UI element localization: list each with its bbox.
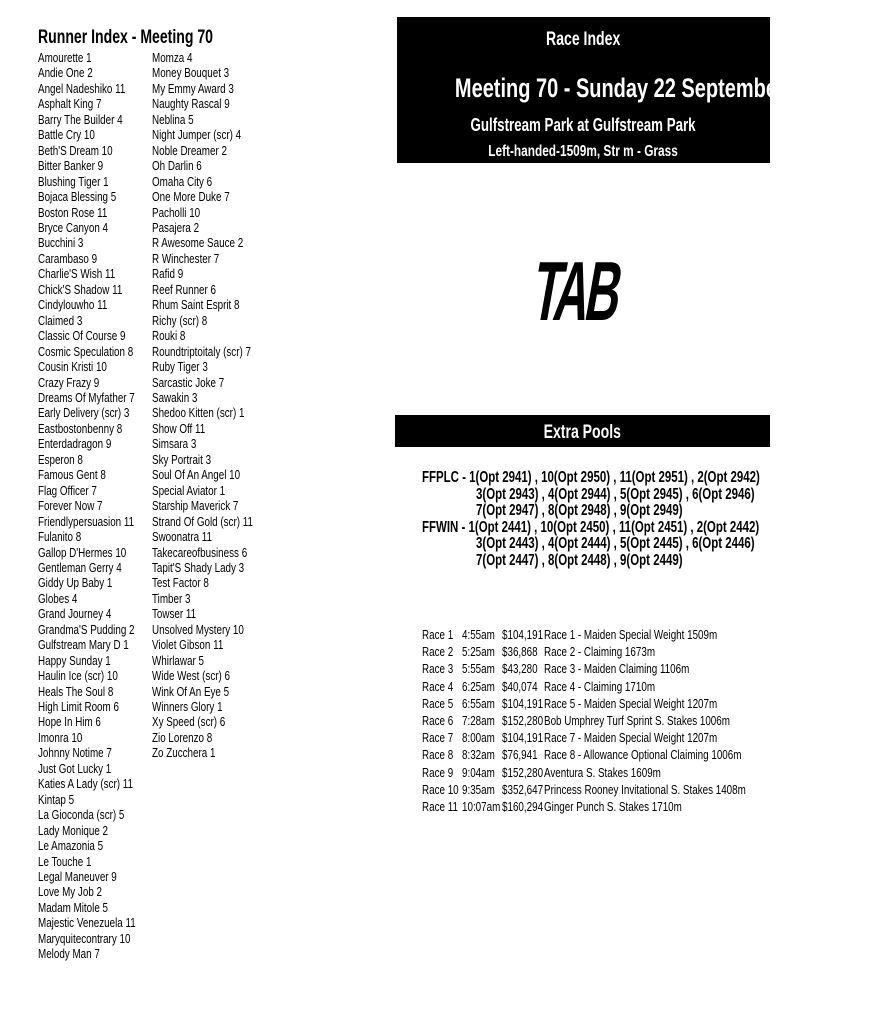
runner-entry: Grand Journey 4 bbox=[38, 606, 112, 622]
runner-entry: Angel Nadeshiko 11 bbox=[38, 80, 126, 96]
runner-entry: Dreams Of Myfather 7 bbox=[38, 389, 135, 405]
runner-entry: Richy (scr) 8 bbox=[152, 312, 208, 328]
runner-entry: Strand Of Gold (scr) 11 bbox=[152, 513, 253, 529]
race-time: 6:25am bbox=[462, 678, 495, 694]
race-purse: $104,191 bbox=[502, 627, 544, 642]
race-purse: $160,294 bbox=[502, 798, 544, 814]
tab-logo-graphic bbox=[526, 243, 692, 338]
runner-entry: Blushing Tiger 1 bbox=[38, 173, 109, 189]
runner-entry: Simsara 3 bbox=[152, 436, 197, 452]
runner-entry: Battle Cry 10 bbox=[38, 127, 95, 143]
race-purse: $76,941 bbox=[502, 747, 538, 763]
runner-entry: Gentleman Gerry 4 bbox=[38, 559, 122, 575]
runner-entry: R Winchester 7 bbox=[152, 250, 220, 266]
runner-entry: Flag Officer 7 bbox=[38, 482, 97, 498]
race-purse: $40,074 bbox=[502, 678, 538, 694]
runner-entry: Eastbostonbenny 8 bbox=[38, 420, 123, 436]
runner-entry: Zio Lorenzo 8 bbox=[152, 729, 213, 745]
race-name: Princess Rooney Invitational S. Stakes 1408m bbox=[544, 781, 746, 797]
runner-entry: Beth'S Dream 10 bbox=[38, 142, 113, 158]
runner-entry: Night Jumper (scr) 4 bbox=[152, 127, 242, 143]
runner-entry: Rhum Saint Esprit 8 bbox=[152, 297, 240, 313]
runner-entry: Unsolved Mystery 10 bbox=[152, 621, 244, 637]
runner-entry: Gulfstream Mary D 1 bbox=[38, 637, 129, 653]
runner-entry: High Limit Room 6 bbox=[38, 699, 119, 715]
runner-entry: Roundtriptoitaly (scr) 7 bbox=[152, 343, 251, 359]
race-purse: $104,191 bbox=[502, 730, 544, 746]
race-number: Race 9 bbox=[422, 764, 454, 780]
race-number: Race 2 bbox=[422, 644, 454, 660]
runner-entry: My Emmy Award 3 bbox=[152, 80, 234, 96]
runner-entry: Rouki 8 bbox=[152, 328, 186, 344]
pool-line: 3(Opt 2443) , 4(Opt 2444) , 5(Opt 2445) , 6(Opt 2446) bbox=[476, 535, 755, 552]
runner-entry: Ruby Tiger 3 bbox=[152, 359, 208, 375]
venue-name: Gulfstream Park at Gulfstream Park bbox=[470, 115, 697, 135]
runner-entry: Happy Sunday 1 bbox=[38, 652, 111, 668]
runner-entry: Money Bouquet 3 bbox=[152, 65, 230, 81]
runner-entry: Lady Monique 2 bbox=[38, 822, 109, 838]
runner-entry: Andie One 2 bbox=[38, 65, 93, 81]
runner-entry: Starship Maverick 7 bbox=[152, 498, 239, 514]
runner-entry: Melody Man 7 bbox=[38, 946, 100, 962]
runner-entry: Noble Dreamer 2 bbox=[152, 142, 227, 158]
runner-entry: Majestic Venezuela 11 bbox=[38, 915, 136, 931]
race-purse: $152,280 bbox=[502, 764, 544, 780]
runner-entry: Forever Now 7 bbox=[38, 498, 103, 514]
runner-entry: Xy Speed (scr) 6 bbox=[152, 714, 226, 730]
runner-entry: Love My Job 2 bbox=[38, 884, 102, 900]
runner-entry: Enterdadragon 9 bbox=[38, 436, 112, 452]
runner-entry: Bitter Banker 9 bbox=[38, 158, 104, 174]
race-time: 8:00am bbox=[462, 730, 495, 746]
race-name: Aventura S. Stakes 1609m bbox=[544, 764, 661, 780]
runner-entry: Johnny Notime 7 bbox=[38, 745, 112, 761]
runner-entry: Kintap 5 bbox=[38, 791, 75, 807]
runner-list-column-2 bbox=[152, 50, 288, 761]
race-name: Race 5 - Maiden Special Weight 1207m bbox=[544, 695, 718, 711]
pool-line: FFWIN - 1(Opt 2441) , 10(Opt 2450) , 11(Opt 2451) , 2(Opt 2442) bbox=[422, 518, 760, 536]
race-purse: $152,280 bbox=[502, 712, 544, 728]
race-time: 9:35am bbox=[462, 781, 495, 797]
race-name: Race 2 - Claiming 1673m bbox=[544, 644, 656, 660]
runner-entry: Reef Runner 6 bbox=[152, 281, 216, 297]
runner-entry: Violet Gibson 11 bbox=[152, 637, 224, 653]
race-time: 5:55am bbox=[462, 661, 495, 677]
runner-entry: Cosmic Speculation 8 bbox=[38, 343, 134, 359]
runner-entry: Katies A Lady (scr) 11 bbox=[38, 776, 133, 792]
runner-entry: Oh Darlin 6 bbox=[152, 158, 202, 174]
runner-entry: Famous Gent 8 bbox=[38, 467, 106, 483]
runner-entry: Globes 4 bbox=[38, 590, 78, 606]
race-time: 4:55am bbox=[462, 627, 495, 642]
runner-entry: Amourette 1 bbox=[38, 50, 92, 65]
runner-entry: Just Got Lucky 1 bbox=[38, 760, 112, 776]
runner-entry: Pacholli 10 bbox=[152, 204, 201, 220]
runner-entry: Swoonatra 11 bbox=[152, 529, 212, 545]
runner-entry: Crazy Frazy 9 bbox=[38, 374, 100, 390]
runner-entry: Winners Glory 1 bbox=[152, 699, 223, 715]
runner-entry: Bryce Canyon 4 bbox=[38, 219, 109, 235]
runner-entry: La Gioconda (scr) 5 bbox=[38, 807, 125, 823]
runner-entry: Bucchini 3 bbox=[38, 235, 84, 251]
runner-entry: Carambaso 9 bbox=[38, 250, 98, 266]
runner-entry: Chick'S Shadow 11 bbox=[38, 281, 123, 297]
race-number: Race 5 bbox=[422, 695, 454, 711]
pool-entry bbox=[422, 520, 879, 570]
race-purse: $104,191 bbox=[502, 695, 544, 711]
track-description: Left-handed-1509m, Str m - Grass bbox=[488, 143, 679, 160]
runner-entry: Giddy Up Baby 1 bbox=[38, 575, 113, 591]
race-purse: $36,868 bbox=[502, 644, 538, 660]
race-name: Race 1 - Maiden Special Weight 1509m bbox=[544, 627, 718, 642]
runner-entry: Takecareofbusiness 6 bbox=[152, 544, 248, 560]
runner-entry: Neblina 5 bbox=[152, 111, 194, 127]
extra-pools-header: Extra Pools bbox=[395, 415, 770, 447]
runner-entry: Wide West (scr) 6 bbox=[152, 668, 231, 684]
runner-entry: Shedoo Kitten (scr) 1 bbox=[152, 405, 245, 421]
runner-entry: Hope In Him 6 bbox=[38, 714, 101, 730]
runner-entry: Imonra 10 bbox=[38, 729, 83, 745]
race-number: Race 8 bbox=[422, 747, 454, 763]
race-purse: $352,647 bbox=[502, 781, 544, 797]
runner-entry: Gallop D'Hermes 10 bbox=[38, 544, 127, 560]
runner-entry: Naughty Rascal 9 bbox=[152, 96, 230, 112]
race-name: Ginger Punch S. Stakes 1710m bbox=[544, 798, 682, 814]
pool-line: FFPLC - 1(Opt 2941) , 10(Opt 2950) , 11(Opt 2951) , 2(Opt 2942) bbox=[422, 469, 760, 486]
runner-entry: Haulin Ice (scr) 10 bbox=[38, 668, 118, 684]
meeting-title: Meeting 70 - Sunday 22 September bbox=[454, 73, 785, 103]
runner-entry: Bojaca Blessing 5 bbox=[38, 189, 117, 205]
runner-entry: Boston Rose 11 bbox=[38, 204, 108, 220]
race-index-heading: Race Index bbox=[546, 29, 621, 50]
runner-entry: Sawakin 3 bbox=[152, 389, 198, 405]
race-number: Race 6 bbox=[422, 712, 454, 728]
runner-entry: Legal Maneuver 9 bbox=[38, 869, 117, 885]
race-index-header-box bbox=[397, 17, 785, 163]
race-name: Race 4 - Claiming 1710m bbox=[544, 678, 656, 694]
runner-entry: Classic Of Course 9 bbox=[38, 328, 126, 344]
runner-entry: Fulanito 8 bbox=[38, 529, 82, 545]
runner-entry: Madam Mitole 5 bbox=[38, 899, 108, 915]
runner-entry: Charlie'S Wish 11 bbox=[38, 266, 116, 282]
runner-entry: Le Amazonia 5 bbox=[38, 838, 104, 854]
pool-line: 3(Opt 2943) , 4(Opt 2944) , 5(Opt 2945) , 6(Opt 2946) bbox=[476, 485, 755, 503]
runner-entry: Grandma'S Pudding 2 bbox=[38, 621, 135, 637]
race-number: Race 4 bbox=[422, 678, 454, 694]
runner-entry: Show Off 11 bbox=[152, 420, 206, 436]
runner-entry: Momza 4 bbox=[152, 50, 193, 65]
runner-entry: Esperon 8 bbox=[38, 451, 83, 467]
runner-entry: Asphalt King 7 bbox=[38, 96, 102, 112]
runner-entry: Rafid 9 bbox=[152, 266, 184, 282]
race-time: 8:32am bbox=[462, 747, 495, 763]
runner-list-column-1 bbox=[38, 50, 170, 962]
runner-entry: Barry The Builder 4 bbox=[38, 111, 123, 127]
runner-entry: R Awesome Sauce 2 bbox=[152, 235, 244, 251]
runner-entry: Sky Portrait 3 bbox=[152, 451, 212, 467]
runner-entry: Whirlawar 5 bbox=[152, 652, 204, 668]
runner-entry: Early Delivery (scr) 3 bbox=[38, 405, 130, 421]
race-name: Race 8 - Allowance Optional Claiming 1006m bbox=[544, 747, 742, 763]
race-number: Race 7 bbox=[422, 730, 454, 746]
runner-entry: Maryquitecontrary 10 bbox=[38, 930, 131, 946]
race-name: Race 3 - Maiden Claiming 1106m bbox=[544, 661, 690, 677]
race-number: Race 1 bbox=[422, 627, 454, 642]
race-number: Race 10 bbox=[422, 781, 459, 797]
runner-entry: Omaha City 6 bbox=[152, 173, 213, 189]
runner-entry: Test Factor 8 bbox=[152, 575, 209, 591]
race-number: Race 3 bbox=[422, 661, 454, 677]
runner-entry: Heals The Soul 8 bbox=[38, 683, 114, 699]
runner-entry: Le Touche 1 bbox=[38, 853, 92, 869]
pool-line: 7(Opt 2447) , 8(Opt 2448) , 9(Opt 2449) bbox=[476, 551, 683, 569]
runner-entry: Special Aviator 1 bbox=[152, 482, 226, 498]
runner-entry: Claimed 3 bbox=[38, 312, 83, 328]
race-time: 10:07am bbox=[462, 798, 501, 814]
runner-entry: Sarcastic Joke 7 bbox=[152, 374, 225, 390]
tab-logo bbox=[526, 243, 692, 338]
runner-entry: Cindylouwho 11 bbox=[38, 297, 108, 313]
runner-entry: Tapit'S Shady Lady 3 bbox=[152, 559, 245, 575]
pool-line: 7(Opt 2947) , 8(Opt 2948) , 9(Opt 2949) bbox=[476, 502, 683, 519]
race-number: Race 11 bbox=[422, 798, 458, 814]
runner-entry: Friendlypersuasion 11 bbox=[38, 513, 135, 529]
tab-logo-text: TAB bbox=[526, 243, 692, 338]
race-time: 6:55am bbox=[462, 695, 495, 711]
runner-entry: One More Duke 7 bbox=[152, 189, 230, 205]
race-time: 5:25am bbox=[462, 644, 495, 660]
race-purse: $43,280 bbox=[502, 661, 538, 677]
runner-entry: Timber 3 bbox=[152, 590, 191, 606]
runner-entry: Soul Of An Angel 10 bbox=[152, 467, 241, 483]
runner-entry: Cousin Kristi 10 bbox=[38, 359, 107, 375]
race-time: 7:28am bbox=[462, 712, 495, 728]
extra-pools-list bbox=[422, 470, 879, 569]
race-name: Race 7 - Maiden Special Weight 1207m bbox=[544, 730, 718, 746]
runner-entry: Pasajera 2 bbox=[152, 219, 200, 235]
race-name: Bob Umphrey Turf Sprint S. Stakes 1006m bbox=[544, 712, 730, 728]
runner-entry: Wink Of An Eye 5 bbox=[152, 683, 230, 699]
race-time: 9:04am bbox=[462, 764, 495, 780]
pool-entry bbox=[422, 470, 879, 520]
runner-index-title: Runner Index - Meeting 70 bbox=[38, 27, 213, 48]
runner-entry: Towser 11 bbox=[152, 606, 197, 622]
runner-entry: Zo Zucchera 1 bbox=[152, 745, 216, 761]
